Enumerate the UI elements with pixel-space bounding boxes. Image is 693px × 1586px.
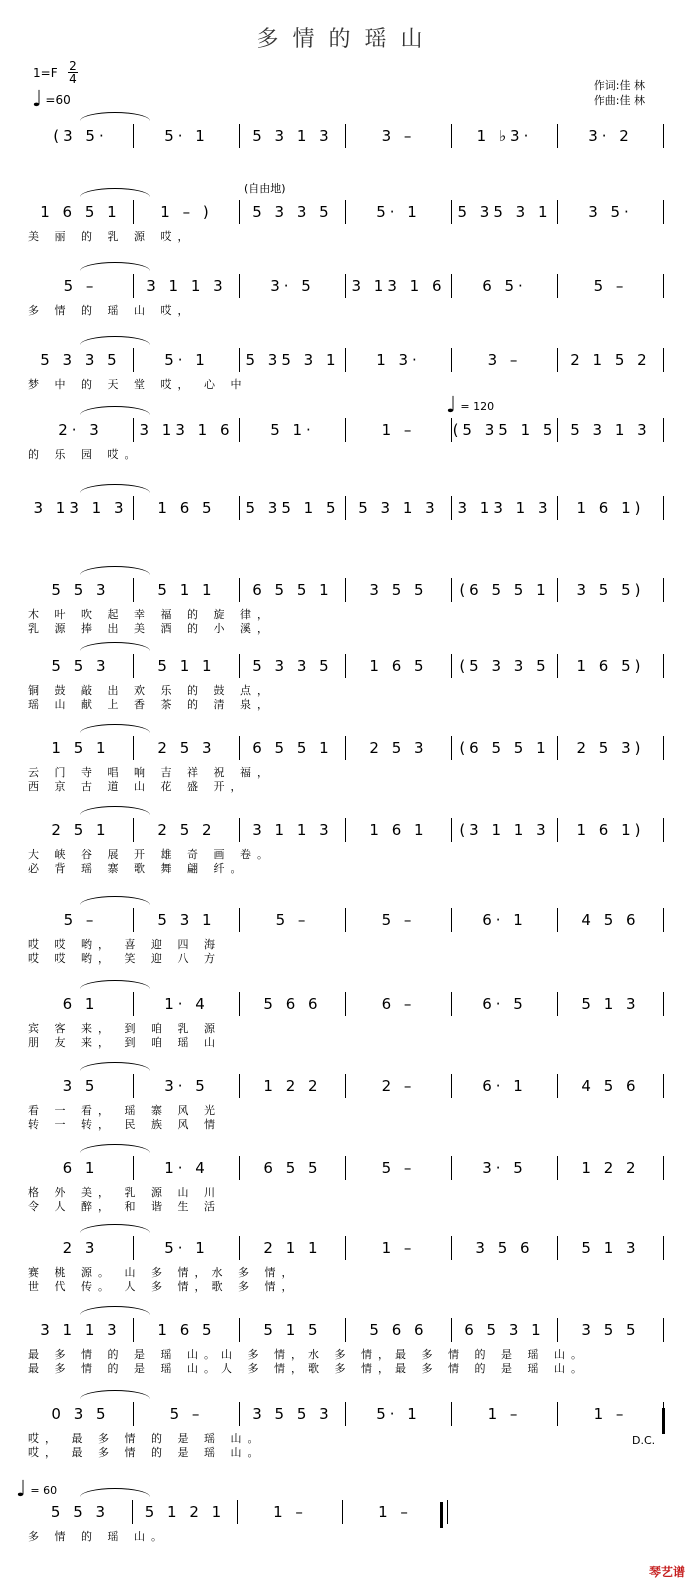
tempo-change-120: ♩ = 120 [446, 393, 495, 418]
measure: 5 3 3 5 [40, 351, 121, 369]
barline [663, 908, 664, 932]
measure: 5 3 1 3 [570, 421, 651, 439]
key-signature: 1=F [33, 66, 58, 80]
measure: 1 6 5 [157, 1321, 216, 1339]
measure: 1 6 5) [576, 657, 645, 675]
notation-line [28, 1074, 664, 1098]
slur-mark [80, 1224, 150, 1233]
measure: 2 5 3 [369, 739, 428, 757]
lyricist: 作词:佳 林 [593, 79, 645, 92]
slur-mark [80, 336, 150, 345]
site-logo: 琴艺谱 [648, 1565, 685, 1579]
measure: 1 – [381, 421, 416, 439]
notation-line [28, 200, 664, 224]
measure: 5 3 3 5 [252, 657, 333, 675]
barline [663, 992, 664, 1016]
measure: 5 1 3 [581, 1239, 640, 1257]
barline [663, 654, 664, 678]
measure: (6 5 5 1 [459, 581, 550, 599]
measure: 1 5 1 [51, 739, 110, 757]
measure: 6· 1 [482, 1077, 527, 1095]
lyric-line: 哎 哎 哟， 笑 迎 八 方 [28, 952, 221, 965]
measure: 2· 3 [58, 421, 103, 439]
barline [663, 418, 664, 442]
measure: 6 – [381, 995, 416, 1013]
barline [663, 1318, 664, 1342]
measure: 2 5 2 [157, 821, 216, 839]
measure: 3 1 1 3 [40, 1321, 121, 1339]
notation-line [28, 654, 664, 678]
notation-line [28, 1156, 664, 1180]
lyric-line: 木 叶 吹 起 幸 福 的 旋 律， [28, 608, 274, 621]
slur-mark [80, 896, 150, 905]
barline [663, 348, 664, 372]
barline [663, 818, 664, 842]
measure: 0 3 5 [51, 1405, 110, 1423]
measure: 3 13 1 6 [351, 277, 446, 295]
notation-line [28, 1318, 664, 1342]
tempo-change-60: ♩ = 60 [16, 1477, 58, 1502]
measure: 1 2 2 [263, 1077, 322, 1095]
measure: 3 1 1 3 [252, 821, 333, 839]
measure: 5 1 5 [263, 1321, 322, 1339]
notation-line [28, 274, 664, 298]
song-title: 多情的瑶山 [256, 27, 437, 52]
measure: 1 3· [376, 351, 421, 369]
barline [663, 736, 664, 760]
measure: 3 5 5 [581, 1321, 640, 1339]
lyric-line: 必 背 瑶 寨 歌 舞 翩 纤。 [28, 862, 248, 875]
measure: 6· 5 [482, 995, 527, 1013]
measure: 5 6 6 [369, 1321, 428, 1339]
measure: 5 5 3 [51, 581, 110, 599]
slur-mark [80, 1062, 150, 1071]
lyric-line: 多 情 的 瑶 山 哎， [28, 304, 195, 317]
measure: 2 3 [62, 1239, 99, 1257]
measure: 5· 1 [164, 351, 209, 369]
measure: 1 6 5 [157, 499, 216, 517]
slur-mark [80, 566, 150, 575]
measure: 1· 4 [164, 1159, 209, 1177]
measure: 6 5 3 1 [464, 1321, 545, 1339]
measure: 6 5 5 1 [252, 739, 333, 757]
measure: 2 5 3) [576, 739, 645, 757]
slur-mark [80, 406, 150, 415]
measure: 3 13 1 6 [139, 421, 234, 439]
lyric-line: 的 乐 园 哎。 [28, 448, 142, 461]
lyric-line: 西 京 古 道 山 花 盛 开， [28, 780, 248, 793]
measure: 5· 1 [376, 1405, 421, 1423]
measure: 6· 1 [482, 911, 527, 929]
measure: 5 35 3 1 [245, 351, 340, 369]
barline [663, 1236, 664, 1260]
lyric-line: 哎， 最 多 情 的 是 瑶 山。 [28, 1432, 265, 1445]
measure: 3· 2 [588, 127, 633, 145]
measure: 6 5· [482, 277, 527, 295]
slur-mark [80, 112, 150, 121]
notation-line [28, 992, 664, 1016]
barline [663, 496, 664, 520]
lyric-line: 看 一 看， 瑶 寨 风 光 [28, 1104, 221, 1117]
measure: (6 5 5 1 [459, 739, 550, 757]
measure: 5 – [169, 1405, 204, 1423]
slur-mark [80, 484, 150, 493]
time-sig-top: 2 [69, 59, 77, 73]
slur-mark [80, 262, 150, 271]
slur-mark [80, 980, 150, 989]
measure: 4 5 6 [581, 1077, 640, 1095]
measure: 6 5 5 1 [252, 581, 333, 599]
lyric-line: 云 门 寺 唱 响 吉 祥 祝 福， [28, 766, 274, 779]
measure: 2 1 1 [263, 1239, 322, 1257]
measure: 3 5 6 [475, 1239, 534, 1257]
measure: 2 5 1 [51, 821, 110, 839]
measure: 1 – [273, 1503, 307, 1521]
measure: 5 5 3 [50, 1503, 110, 1521]
lyric-line: 最 多 情 的 是 瑶 山。山 多 情，水 多 情，最 多 情 的 是 瑶 山。 [28, 1348, 588, 1361]
quarter-note-icon: ♩ [446, 393, 457, 418]
measure: 5 35 3 1 [457, 203, 552, 221]
measure: 3 5 5 3 [252, 1405, 333, 1423]
lyric-line: 瑶 山 献 上 香 茶 的 清 泉， [28, 698, 274, 711]
measure: 3· 5 [270, 277, 315, 295]
measure: 3 13 1 3 [457, 499, 552, 517]
slur-mark [80, 1306, 150, 1315]
final-barline [440, 1502, 443, 1528]
measure: 1 – [487, 1405, 522, 1423]
slur-mark [80, 724, 150, 733]
free-tempo-mark: (自由地) [244, 182, 286, 195]
measure: 5· 1 [376, 203, 421, 221]
time-signature [68, 60, 78, 85]
measure: 5 3 1 3 [358, 499, 439, 517]
lyric-line: 最 多 情 的 是 瑶 山。人 多 情，歌 多 情，最 多 情 的 是 瑶 山。 [28, 1362, 588, 1375]
measure: 3 – [381, 127, 416, 145]
measure: 3 5· [588, 203, 633, 221]
measure: 6 1 [62, 1159, 99, 1177]
barline [663, 124, 664, 148]
barline [663, 274, 664, 298]
lyric-line: 铜 鼓 敲 出 欢 乐 的 鼓 点， [28, 684, 274, 697]
slur-mark [80, 1488, 150, 1497]
notation-line [28, 1402, 664, 1426]
barline [663, 1156, 664, 1180]
slur-mark [80, 188, 150, 197]
measure: 5 3 1 [157, 911, 216, 929]
notation-line [28, 348, 664, 372]
notation-line [28, 1236, 664, 1260]
slur-mark [80, 1390, 150, 1399]
notation-line [28, 124, 664, 148]
measure: 1 – [381, 1239, 416, 1257]
measure: 5 – [63, 911, 98, 929]
notation-line [28, 418, 664, 442]
tempo-marking [32, 87, 71, 112]
barline [663, 1074, 664, 1098]
da-capo-mark: D.C. [632, 1434, 656, 1447]
lyric-line: 世 代 传。 人 多 情，歌 多 情， [28, 1280, 299, 1293]
measure: (5 3 3 5 [459, 657, 550, 675]
measure: 5 – [275, 911, 310, 929]
lyric-line: 乳 源 捧 出 美 酒 的 小 溪， [28, 622, 274, 635]
measure: 5 35 1 5 [245, 499, 340, 517]
composer: 作曲:佳 林 [593, 94, 645, 107]
slur-mark [80, 642, 150, 651]
notation-line [28, 818, 664, 842]
measure: 5 1 2 1 [144, 1503, 226, 1521]
measure: 5 1 3 [581, 995, 640, 1013]
slur-mark [80, 1144, 150, 1153]
measure: 3 5 5 [369, 581, 428, 599]
quarter-note-icon: ♩ [32, 87, 43, 112]
measure: 5 5 3 [51, 657, 110, 675]
time-sig-bottom: 4 [69, 72, 77, 86]
measure: 1 6 1 [369, 821, 428, 839]
measure: 1 2 2 [581, 1159, 640, 1177]
measure: 1· 4 [164, 995, 209, 1013]
measure: 3· 5 [482, 1159, 527, 1177]
measure: 5 3 1 3 [252, 127, 333, 145]
measure: 4 5 6 [581, 911, 640, 929]
measure: (5 35 1 5 [452, 421, 557, 439]
measure: 6 5 5 [263, 1159, 322, 1177]
measure: 2 5 3 [157, 739, 216, 757]
lyric-line: 格 外 美， 乳 源 山 川 [28, 1186, 221, 1199]
measure: 5 6 6 [263, 995, 322, 1013]
measure: 1 6 1) [576, 499, 645, 517]
measure: 5 – [381, 1159, 416, 1177]
notation-line [28, 496, 664, 520]
lyric-line: 赛 桃 源。 山 多 情，水 多 情， [28, 1266, 299, 1279]
lyric-line: 令 人 醉， 和 谐 生 活 [28, 1200, 221, 1213]
slur-mark [80, 806, 150, 815]
notation-line [28, 578, 664, 602]
measure: 5 – [381, 911, 416, 929]
measure: 5 – [593, 277, 628, 295]
measure: 5 – [63, 277, 98, 295]
measure: 3 5 [62, 1077, 99, 1095]
measure: 2 – [381, 1077, 416, 1095]
measure: 1 ♭3· [476, 127, 533, 145]
measure: 3 1 1 3 [146, 277, 227, 295]
measure: 1 – ) [160, 203, 213, 221]
measure: 6 1 [62, 995, 99, 1013]
tempo-value: =60 [45, 93, 71, 107]
measure: 1 6 1) [576, 821, 645, 839]
measure: 1 6 5 [369, 657, 428, 675]
lyric-line: 大 峡 谷 展 开 雄 奇 画 卷。 [28, 848, 274, 861]
notation-line [28, 908, 664, 932]
measure: (3 1 1 3 [459, 821, 550, 839]
lyric-line: 多 情 的 瑶 山。 [28, 1530, 168, 1543]
lyric-line: 哎 哎 哟， 喜 迎 四 海 [28, 938, 221, 951]
measure: 3 – [487, 351, 522, 369]
measure: 5· 1 [164, 1239, 209, 1257]
lyric-line: 梦 中 的 天 堂 哎， 心 中 [28, 378, 248, 391]
measure: 5 1 1 [157, 657, 216, 675]
barline [447, 1500, 448, 1524]
barline [663, 200, 664, 224]
lyric-line: 哎， 最 多 情 的 是 瑶 山。 [28, 1446, 265, 1459]
measure: 5 3 3 5 [252, 203, 333, 221]
measure: 3 5 5) [576, 581, 645, 599]
measure: 5· 1 [164, 127, 209, 145]
measure: 5 1 1 [157, 581, 216, 599]
quarter-note-icon: ♩ [16, 1477, 27, 1502]
measure: (3 5· [53, 127, 108, 145]
credits [594, 78, 645, 108]
notation-line [28, 736, 664, 760]
lyric-line: 朋 友 来， 到 咱 瑶 山 [28, 1036, 221, 1049]
barline [663, 578, 664, 602]
measure: 3 13 1 3 [33, 499, 128, 517]
lyric-line: 美 丽 的 乳 源 哎， [28, 230, 195, 243]
measure: 5 1· [270, 421, 315, 439]
measure: 3· 5 [164, 1077, 209, 1095]
notation-line [28, 1500, 448, 1524]
repeat-end-barline [662, 1408, 665, 1434]
measure: 1 – [593, 1405, 628, 1423]
lyric-line: 宾 客 来， 到 咱 乳 源 [28, 1022, 221, 1035]
measure: 1 – [378, 1503, 412, 1521]
measure: 1 6 5 1 [40, 203, 121, 221]
lyric-line: 转 一 转， 民 族 风 情 [28, 1118, 221, 1131]
measure: 2 1 5 2 [570, 351, 651, 369]
